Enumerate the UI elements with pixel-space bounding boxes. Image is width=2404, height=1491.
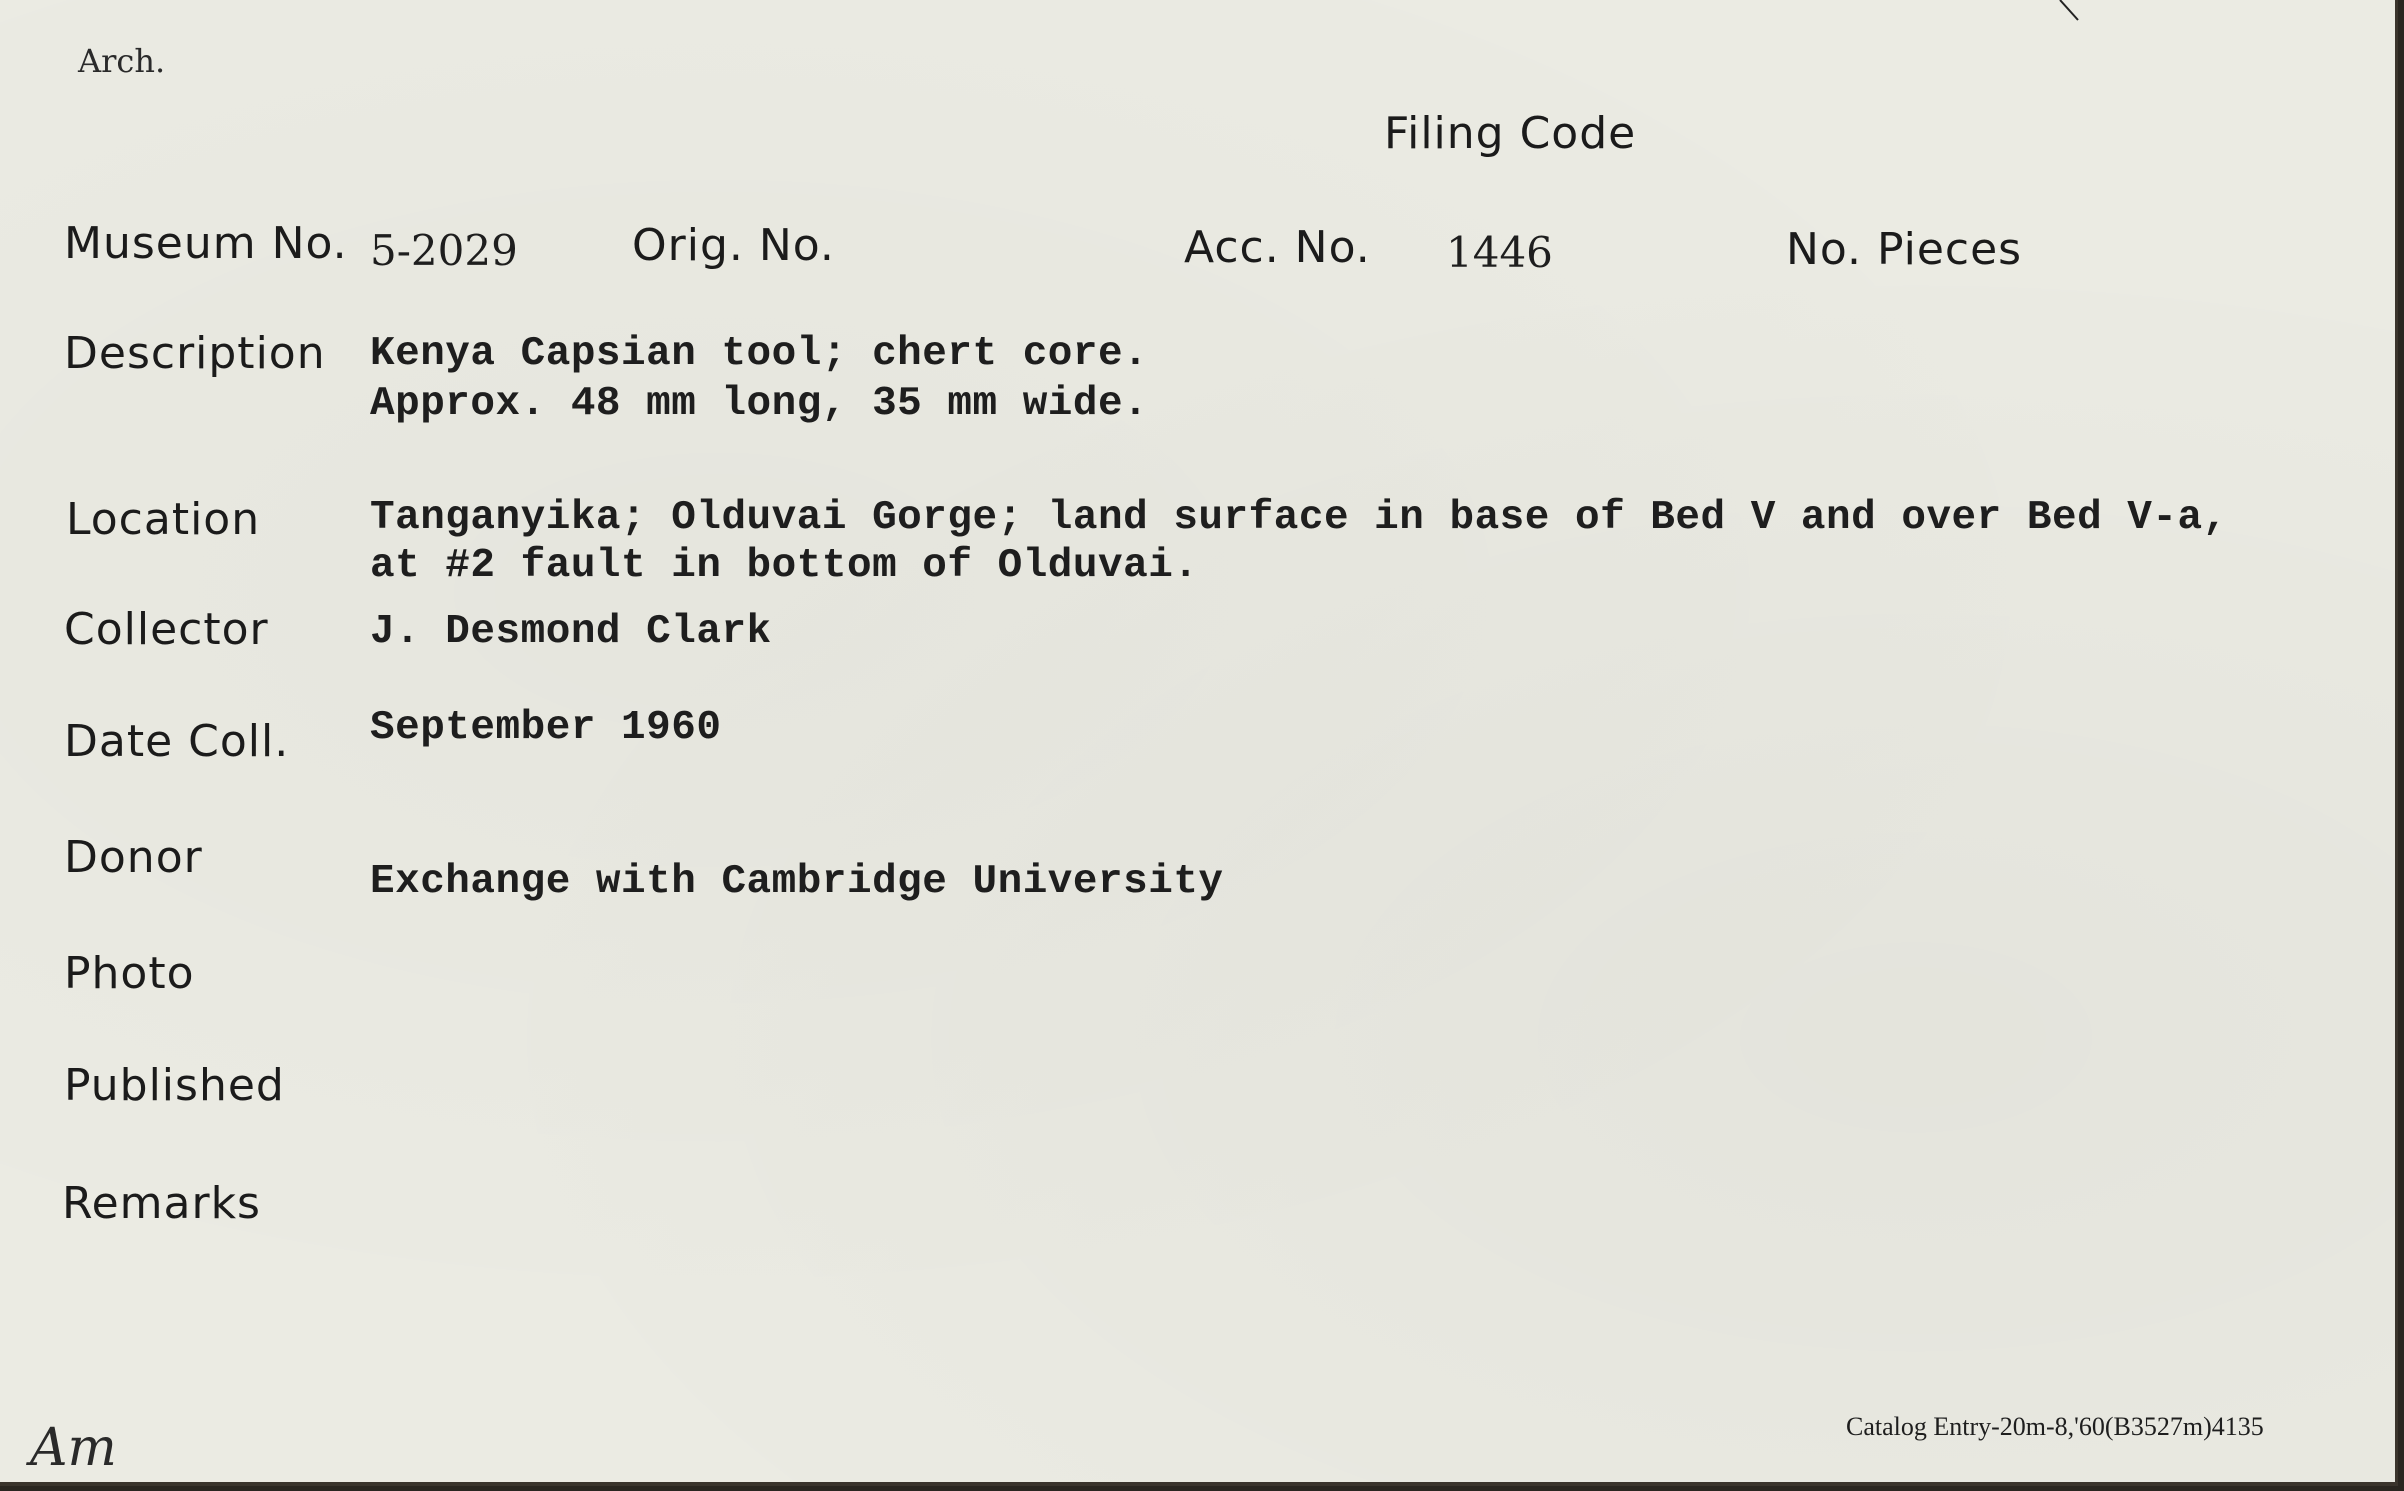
acc-no-value: 1446: [1446, 228, 1553, 277]
collector-value: J. Desmond Clark: [370, 609, 772, 655]
corner-tick-mark: [2058, 0, 2082, 22]
description-label: Description: [64, 328, 326, 379]
description-line-2: Approx. 48 mm long, 35 mm wide.: [370, 381, 1149, 427]
location-line-1: Tanganyika; Olduvai Gorge; land surface in base of Bed V and over Bed V-a,: [370, 495, 2228, 541]
museum-no-value: 5-2029: [370, 226, 518, 275]
remarks-label: Remarks: [62, 1178, 261, 1229]
acc-no-label: Acc. No.: [1184, 222, 1371, 273]
published-label: Published: [64, 1060, 285, 1111]
date-coll-label: Date Coll.: [64, 716, 290, 767]
location-label: Location: [66, 494, 261, 545]
donor-value: Exchange with Cambridge University: [370, 859, 1224, 905]
description-line-1: Kenya Capsian tool; chert core.: [370, 331, 1149, 377]
date-coll-value: September 1960: [370, 705, 722, 751]
donor-label: Donor: [64, 832, 203, 883]
location-line-2: at #2 fault in bottom of Olduvai.: [370, 543, 1199, 589]
museum-no-label: Museum No.: [64, 218, 348, 269]
orig-no-label: Orig. No.: [632, 220, 835, 271]
no-pieces-label: No. Pieces: [1786, 224, 2023, 275]
filing-code-label: Filing Code: [1384, 108, 1637, 159]
photo-label: Photo: [64, 948, 195, 999]
corner-note: Arch.: [78, 42, 166, 80]
collector-label: Collector: [64, 604, 269, 655]
handwritten-initials: Am: [30, 1418, 117, 1478]
catalog-footer: Catalog Entry-20m-8,'60(B3527m)4135: [1846, 1412, 2264, 1441]
